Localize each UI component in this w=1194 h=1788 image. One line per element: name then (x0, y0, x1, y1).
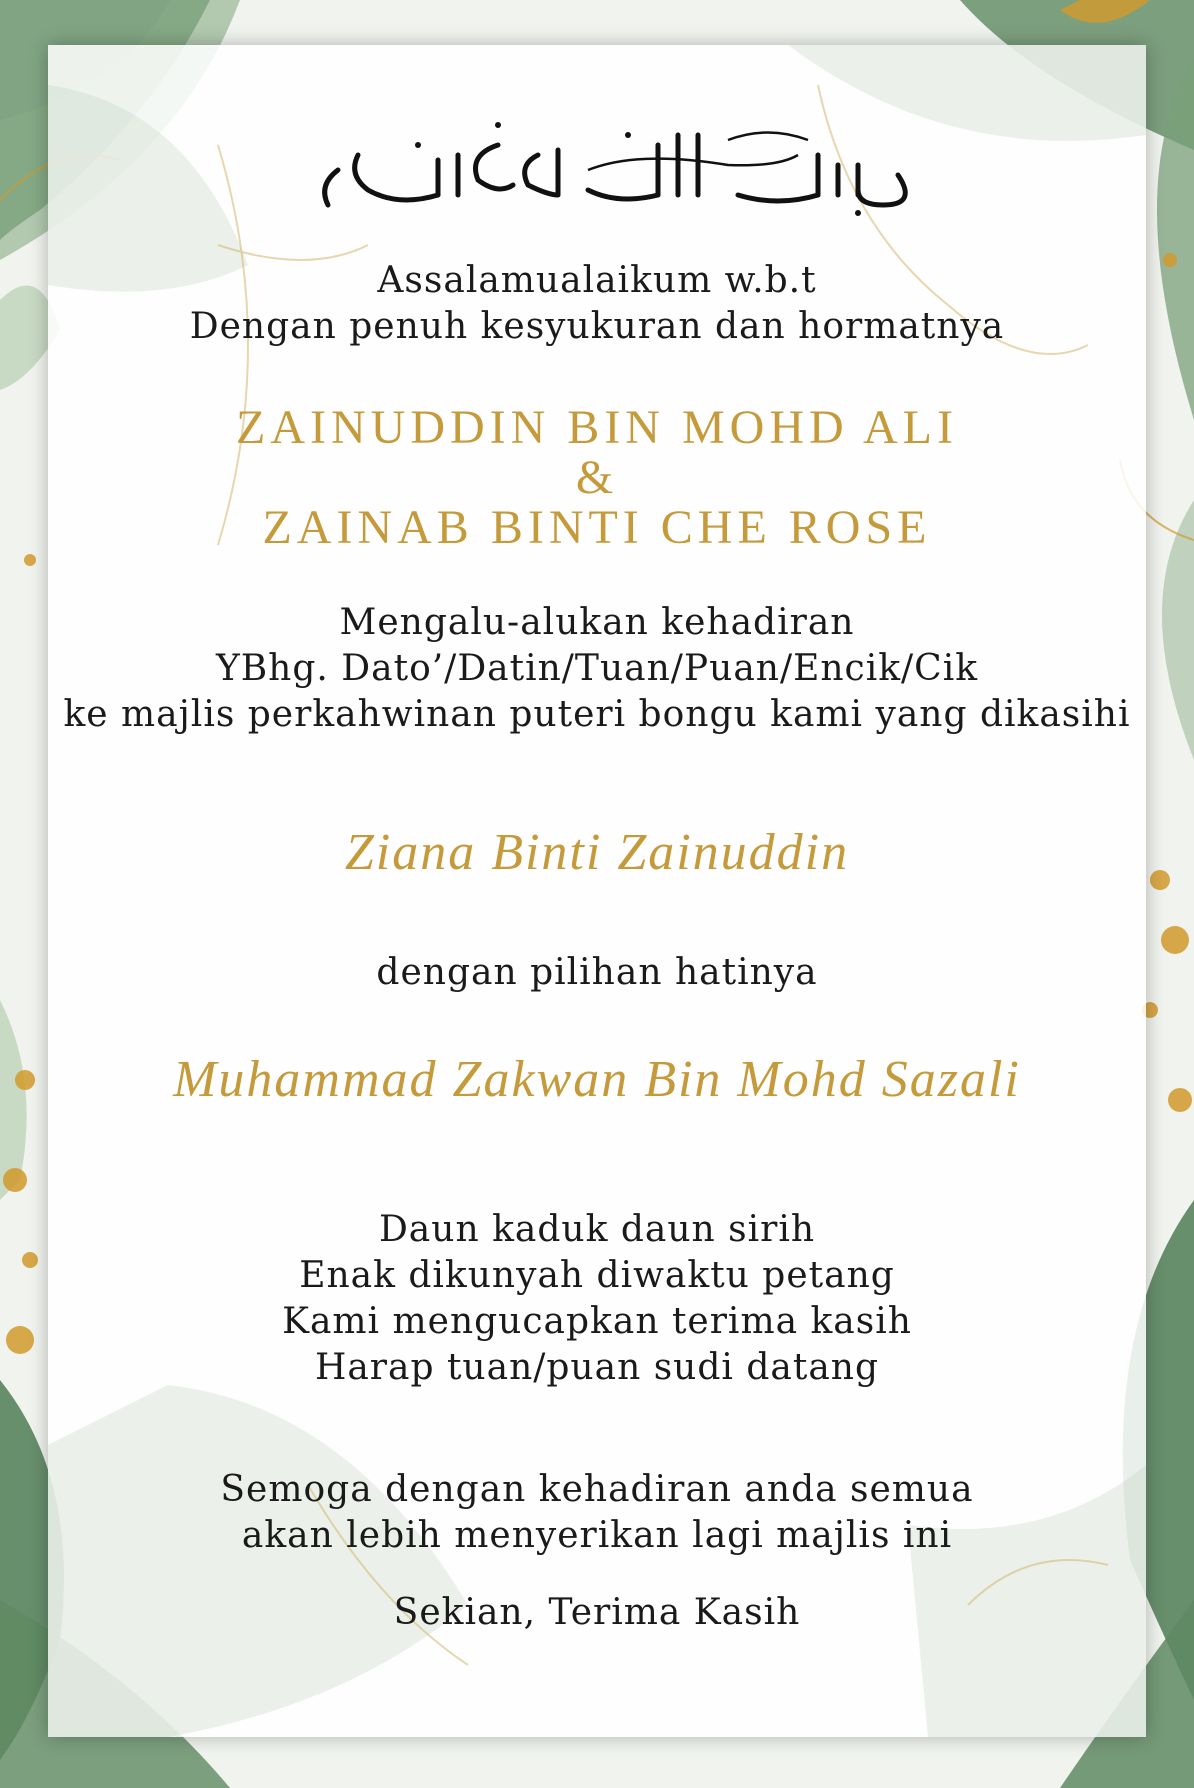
pantun-line-1: Daun kaduk daun sirih (378, 1209, 816, 1250)
host-father-name: ZAINUDDIN BIN MOHD ALI (236, 401, 958, 454)
invitation-card (48, 45, 1146, 1737)
invitation-line-1: Mengalu-alukan kehadiran (339, 602, 855, 643)
greeting-line-2: Dengan penuh kesyukuran dan hormatnya (189, 306, 1005, 347)
pantun-line-4: Harap tuan/puan sudi datang (314, 1347, 880, 1388)
invitation-line-2: YBhg. Dato’/Datin/Tuan/Puan/Encik/Cik (215, 648, 979, 689)
bride-name: Ziana Binti Zainuddin (344, 824, 850, 881)
greeting-line-1: Assalamualaikum w.b.t (377, 260, 817, 301)
host-mother-name: ZAINAB BINTI CHE ROSE (262, 501, 932, 554)
invitation-line-3: ke majlis perkahwinan puteri bongu kami yang dikasihi (63, 694, 1131, 735)
host-ampersand: & (575, 451, 619, 504)
pantun-line-2: Enak dikunyah diwaktu petang (299, 1255, 895, 1296)
pantun-line-3: Kami mengucapkan terima kasih (282, 1301, 912, 1342)
bismillah-calligraphy-icon (298, 95, 938, 225)
closing-line-2: akan lebih menyerikan lagi majlis ini (241, 1515, 953, 1556)
groom-name: Muhammad Zakwan Bin Mohd Sazali (173, 1051, 1021, 1108)
closing-line-3: Sekian, Terima Kasih (393, 1592, 801, 1633)
closing-line-1: Semoga dengan kehadiran anda semua (220, 1469, 974, 1510)
connector-text: dengan pilihan hatinya (376, 952, 818, 993)
